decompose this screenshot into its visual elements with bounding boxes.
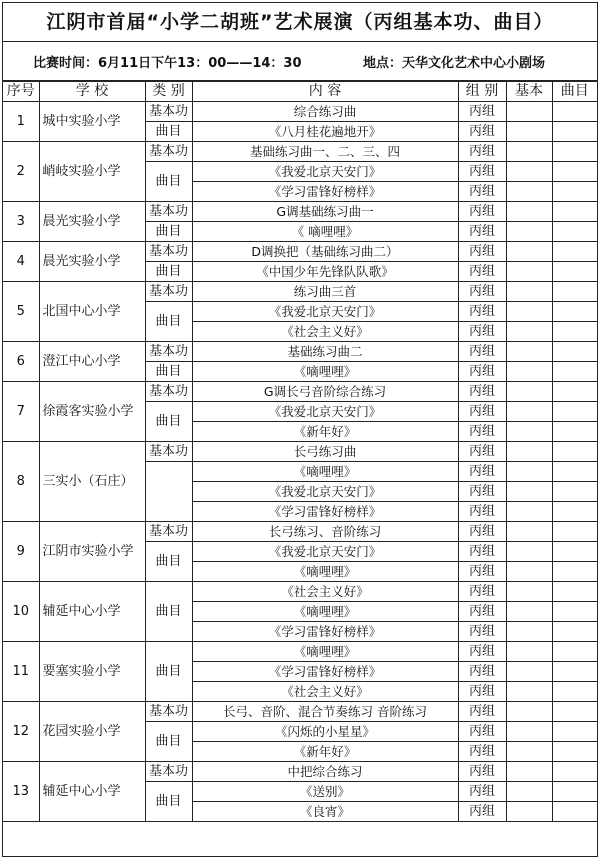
piece-score-cell xyxy=(552,562,597,582)
basic-score-cell xyxy=(506,422,552,442)
entry-category: 基本功 xyxy=(145,762,192,782)
piece-score-cell xyxy=(552,182,597,202)
entry-number: 11 xyxy=(3,642,39,702)
entry-content: 练习曲三首 xyxy=(192,282,458,302)
entry-content: 《中国少年先锋队队歌》 xyxy=(192,262,458,282)
entry-group: 丙组 xyxy=(458,422,506,442)
entry-content: 《嘀哩哩》 xyxy=(192,562,458,582)
piece-score-cell xyxy=(552,602,597,622)
entry-content: 《嘀哩哩》 xyxy=(192,462,458,482)
table-row xyxy=(3,702,597,722)
basic-score-cell xyxy=(506,302,552,322)
piece-score-cell xyxy=(552,442,597,462)
table-header-row xyxy=(3,82,597,102)
header-group: 组 别 xyxy=(458,82,506,102)
entry-category: 曲目 xyxy=(145,122,192,142)
basic-score-cell xyxy=(506,642,552,662)
entry-category: 曲目 xyxy=(145,362,192,382)
basic-score-cell xyxy=(506,442,552,462)
header-piece: 曲目 xyxy=(552,82,597,102)
entry-content: 《 嘀哩哩》 xyxy=(192,222,458,242)
entry-group: 丙组 xyxy=(458,362,506,382)
entry-content: 《嘀哩哩》 xyxy=(192,602,458,622)
entry-school: 辅延中心小学 xyxy=(39,762,145,822)
performance-schedule-sheet xyxy=(2,2,598,857)
entry-group: 丙组 xyxy=(458,442,506,462)
piece-score-cell xyxy=(552,122,597,142)
entry-content: 《八月桂花遍地开》 xyxy=(192,122,458,142)
piece-score-cell xyxy=(552,342,597,362)
entry-content: 《社会主义好》 xyxy=(192,582,458,602)
basic-score-cell xyxy=(506,182,552,202)
basic-score-cell xyxy=(506,262,552,282)
table-row xyxy=(3,282,597,302)
entry-group: 丙组 xyxy=(458,482,506,502)
entry-school: 北国中心小学 xyxy=(39,282,145,342)
entry-category: 基本功 xyxy=(145,522,192,542)
entry-group: 丙组 xyxy=(458,262,506,282)
entry-category: 曲目 xyxy=(145,542,192,582)
entry-category: 曲目 xyxy=(145,402,192,442)
piece-score-cell xyxy=(552,642,597,662)
basic-score-cell xyxy=(506,342,552,362)
schedule-body xyxy=(3,102,597,822)
basic-score-cell xyxy=(506,382,552,402)
basic-score-cell xyxy=(506,102,552,122)
basic-score-cell xyxy=(506,162,552,182)
table-row xyxy=(3,142,597,162)
page-title: 江阴市首届“小学二胡班”艺术展演（丙组基本功、曲目） xyxy=(3,3,597,42)
match-time: 比赛时间：6月11日下午13：00——14：30 xyxy=(33,55,302,71)
table-row xyxy=(3,642,597,662)
basic-score-cell xyxy=(506,502,552,522)
schedule-info xyxy=(3,42,597,81)
entry-group: 丙组 xyxy=(458,762,506,782)
entry-school: 峭岐实验小学 xyxy=(39,142,145,202)
entry-category: 基本功 xyxy=(145,202,192,222)
basic-score-cell xyxy=(506,122,552,142)
entry-content: 长弓练习、音阶练习 xyxy=(192,522,458,542)
basic-score-cell xyxy=(506,762,552,782)
entry-content: 《新年好》 xyxy=(192,742,458,762)
entry-category: 曲目 xyxy=(145,642,192,702)
basic-score-cell xyxy=(506,602,552,622)
entry-content: 《新年好》 xyxy=(192,422,458,442)
basic-score-cell xyxy=(506,662,552,682)
basic-score-cell xyxy=(506,482,552,502)
entry-group: 丙组 xyxy=(458,242,506,262)
entry-group: 丙组 xyxy=(458,122,506,142)
entry-category: 基本功 xyxy=(145,102,192,122)
entry-group: 丙组 xyxy=(458,302,506,322)
piece-score-cell xyxy=(552,142,597,162)
header-content: 内 容 xyxy=(192,82,458,102)
piece-score-cell xyxy=(552,382,597,402)
piece-score-cell xyxy=(552,742,597,762)
table-row xyxy=(3,522,597,542)
piece-score-cell xyxy=(552,262,597,282)
table-row xyxy=(3,342,597,362)
piece-score-cell xyxy=(552,242,597,262)
piece-score-cell xyxy=(552,722,597,742)
entry-category: 曲目 xyxy=(145,782,192,822)
entry-school: 澄江中心小学 xyxy=(39,342,145,382)
table-row xyxy=(3,582,597,602)
entry-number: 5 xyxy=(3,282,39,342)
entry-group: 丙组 xyxy=(458,342,506,362)
basic-score-cell xyxy=(506,322,552,342)
entry-content: 基础练习曲二 xyxy=(192,342,458,362)
piece-score-cell xyxy=(552,542,597,562)
basic-score-cell xyxy=(506,462,552,482)
entry-group: 丙组 xyxy=(458,282,506,302)
entry-group: 丙组 xyxy=(458,622,506,642)
entry-content: 长弓练习曲 xyxy=(192,442,458,462)
entry-content: 综合练习曲 xyxy=(192,102,458,122)
table-row xyxy=(3,242,597,262)
entry-number: 10 xyxy=(3,582,39,642)
entry-content: 《嘀哩哩》 xyxy=(192,362,458,382)
entry-group: 丙组 xyxy=(458,522,506,542)
entry-school: 江阴市实验小学 xyxy=(39,522,145,582)
table-row xyxy=(3,382,597,402)
entry-group: 丙组 xyxy=(458,662,506,682)
basic-score-cell xyxy=(506,582,552,602)
piece-score-cell xyxy=(552,482,597,502)
piece-score-cell xyxy=(552,662,597,682)
entry-group: 丙组 xyxy=(458,402,506,422)
piece-score-cell xyxy=(552,402,597,422)
entry-content: 《社会主义好》 xyxy=(192,322,458,342)
basic-score-cell xyxy=(506,202,552,222)
entry-category: 曲目 xyxy=(145,222,192,242)
entry-group: 丙组 xyxy=(458,742,506,762)
entry-group: 丙组 xyxy=(458,322,506,342)
piece-score-cell xyxy=(552,462,597,482)
entry-content: 《我爱北京天安门》 xyxy=(192,482,458,502)
entry-category: 基本功 xyxy=(145,382,192,402)
piece-score-cell xyxy=(552,622,597,642)
entry-content: 《学习雷锋好榜样》 xyxy=(192,662,458,682)
entry-school: 三实小（石庄） xyxy=(39,442,145,522)
piece-score-cell xyxy=(552,422,597,442)
header-basic: 基本 xyxy=(506,82,552,102)
entry-category: 曲目 xyxy=(145,582,192,642)
basic-score-cell xyxy=(506,722,552,742)
entry-group: 丙组 xyxy=(458,782,506,802)
entry-content: 中把综合练习 xyxy=(192,762,458,782)
entry-number: 7 xyxy=(3,382,39,442)
entry-category: 基本功 xyxy=(145,142,192,162)
entry-group: 丙组 xyxy=(458,102,506,122)
basic-score-cell xyxy=(506,142,552,162)
entry-school: 晨光实验小学 xyxy=(39,202,145,242)
entry-group: 丙组 xyxy=(458,182,506,202)
entry-number: 2 xyxy=(3,142,39,202)
basic-score-cell xyxy=(506,522,552,542)
basic-score-cell xyxy=(506,742,552,762)
piece-score-cell xyxy=(552,782,597,802)
piece-score-cell xyxy=(552,582,597,602)
entry-group: 丙组 xyxy=(458,222,506,242)
entry-school: 晨光实验小学 xyxy=(39,242,145,282)
entry-number: 12 xyxy=(3,702,39,762)
basic-score-cell xyxy=(506,782,552,802)
entry-category: 基本功 xyxy=(145,342,192,362)
schedule-table xyxy=(3,81,597,822)
entry-number: 1 xyxy=(3,102,39,142)
entry-group: 丙组 xyxy=(458,702,506,722)
piece-score-cell xyxy=(552,682,597,702)
basic-score-cell xyxy=(506,362,552,382)
table-row xyxy=(3,762,597,782)
entry-group: 丙组 xyxy=(458,142,506,162)
piece-score-cell xyxy=(552,202,597,222)
table-row xyxy=(3,442,597,462)
entry-category: 基本功 xyxy=(145,242,192,262)
entry-content: 《良宵》 xyxy=(192,802,458,822)
entry-content: 《我爱北京天安门》 xyxy=(192,162,458,182)
piece-score-cell xyxy=(552,282,597,302)
entry-group: 丙组 xyxy=(458,542,506,562)
entry-content: 《我爱北京天安门》 xyxy=(192,302,458,322)
basic-score-cell xyxy=(506,222,552,242)
entry-category: 曲目 xyxy=(145,162,192,202)
entry-category xyxy=(145,462,192,522)
entry-category: 基本功 xyxy=(145,702,192,722)
piece-score-cell xyxy=(552,322,597,342)
entry-content: 《嘀哩哩》 xyxy=(192,642,458,662)
basic-score-cell xyxy=(506,702,552,722)
header-no: 序号 xyxy=(3,82,39,102)
entry-content: 《送别》 xyxy=(192,782,458,802)
entry-category: 基本功 xyxy=(145,282,192,302)
piece-score-cell xyxy=(552,802,597,822)
entry-school: 花园实验小学 xyxy=(39,702,145,762)
piece-score-cell xyxy=(552,302,597,322)
entry-school: 要塞实验小学 xyxy=(39,642,145,702)
basic-score-cell xyxy=(506,242,552,262)
entry-group: 丙组 xyxy=(458,722,506,742)
piece-score-cell xyxy=(552,702,597,722)
table-row xyxy=(3,102,597,122)
basic-score-cell xyxy=(506,562,552,582)
entry-school: 徐霞客实验小学 xyxy=(39,382,145,442)
entry-group: 丙组 xyxy=(458,162,506,182)
entry-content: 《社会主义好》 xyxy=(192,682,458,702)
entry-content: 《闪烁的小星星》 xyxy=(192,722,458,742)
entry-group: 丙组 xyxy=(458,202,506,222)
piece-score-cell xyxy=(552,162,597,182)
basic-score-cell xyxy=(506,622,552,642)
entry-number: 4 xyxy=(3,242,39,282)
entry-content: 《学习雷锋好榜样》 xyxy=(192,622,458,642)
entry-group: 丙组 xyxy=(458,462,506,482)
entry-category: 曲目 xyxy=(145,722,192,762)
basic-score-cell xyxy=(506,542,552,562)
entry-content: 《我爱北京天安门》 xyxy=(192,402,458,422)
entry-content: G调基础练习曲一 xyxy=(192,202,458,222)
entry-number: 9 xyxy=(3,522,39,582)
entry-group: 丙组 xyxy=(458,642,506,662)
venue: 地点：天华文化艺术中心小剧场 xyxy=(363,55,546,71)
entry-category: 曲目 xyxy=(145,302,192,342)
basic-score-cell xyxy=(506,682,552,702)
piece-score-cell xyxy=(552,762,597,782)
entry-group: 丙组 xyxy=(458,382,506,402)
entry-content: D调换把（基础练习曲二） xyxy=(192,242,458,262)
entry-content: 《我爱北京天安门》 xyxy=(192,542,458,562)
entry-group: 丙组 xyxy=(458,562,506,582)
entry-category: 曲目 xyxy=(145,262,192,282)
entry-school: 辅延中心小学 xyxy=(39,582,145,642)
entry-category: 基本功 xyxy=(145,442,192,462)
entry-number: 13 xyxy=(3,762,39,822)
header-school: 学 校 xyxy=(39,82,145,102)
entry-content: 基础练习曲一、二、三、四 xyxy=(192,142,458,162)
piece-score-cell xyxy=(552,502,597,522)
entry-content: 《学习雷锋好榜样》 xyxy=(192,502,458,522)
basic-score-cell xyxy=(506,802,552,822)
table-row xyxy=(3,202,597,222)
entry-content: 《学习雷锋好榜样》 xyxy=(192,182,458,202)
entry-group: 丙组 xyxy=(458,582,506,602)
entry-number: 6 xyxy=(3,342,39,382)
basic-score-cell xyxy=(506,282,552,302)
entry-content: 长弓、音阶、混合节奏练习 音阶练习 xyxy=(192,702,458,722)
piece-score-cell xyxy=(552,222,597,242)
entry-group: 丙组 xyxy=(458,602,506,622)
entry-group: 丙组 xyxy=(458,502,506,522)
entry-content: G调长弓音阶综合练习 xyxy=(192,382,458,402)
entry-number: 8 xyxy=(3,442,39,522)
header-category: 类 别 xyxy=(145,82,192,102)
basic-score-cell xyxy=(506,402,552,422)
piece-score-cell xyxy=(552,362,597,382)
entry-group: 丙组 xyxy=(458,682,506,702)
piece-score-cell xyxy=(552,102,597,122)
piece-score-cell xyxy=(552,522,597,542)
entry-number: 3 xyxy=(3,202,39,242)
entry-school: 城中实验小学 xyxy=(39,102,145,142)
entry-group: 丙组 xyxy=(458,802,506,822)
